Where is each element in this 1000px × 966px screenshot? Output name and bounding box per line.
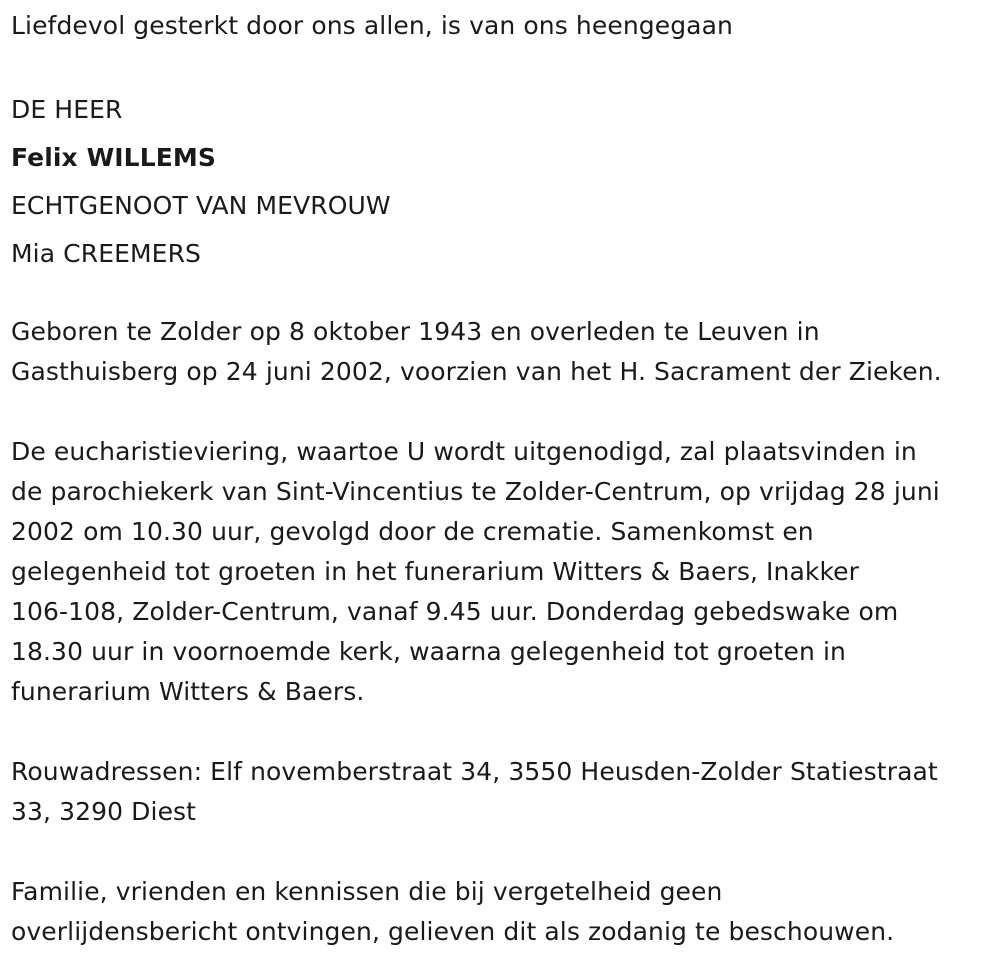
paragraph-line: 2002 om 10.30 uur, gevolgd door de crematie. Samenkomst en [11,517,814,546]
paragraph-line: gelegenheid tot groeten in het funerarium Witters & Baers, Inakker [11,557,860,586]
paragraph-line: 18.30 uur in voornoemde kerk, waarna gelegenheid tot groeten in [11,637,846,666]
intro-text: Liefdevol gesterkt door ons allen, is van ons heengegaan [11,11,733,40]
closing-paragraph [11,872,991,952]
death-notice [11,0,991,952]
birth-death-paragraph [11,312,991,392]
paragraph-line: funerarium Witters & Baers. [11,677,365,706]
honorific: DE HEER [11,95,123,124]
paragraph-line: De eucharistieviering, waartoe U wordt uitgenodigd, zal plaatsvinden in [11,437,917,466]
spouse-name: Mia CREEMERS [11,239,202,268]
paragraph-line: 33, 3290 Diest [11,797,197,826]
paragraph-line: overlijdensbericht ontvingen, gelieven dit als zodanig te beschouwen. [11,917,895,946]
paragraph-line: Rouwadressen: Elf novemberstraat 34, 3550 Heusden-Zolder Statiestraat [11,757,938,786]
deceased-block [11,86,991,278]
spouse-label: ECHTGENOOT VAN MEVROUW [11,191,391,220]
paragraph-line: Familie, vrienden en kennissen die bij vergetelheid geen [11,877,723,906]
paragraph-line: Geboren te Zolder op 8 oktober 1943 en overleden te Leuven in [11,317,820,346]
paragraph-line: de parochiekerk van Sint-Vincentius te Zolder-Centrum, op vrijdag 28 juni [11,477,940,506]
addresses-paragraph [11,752,991,832]
paragraph-line: 106-108, Zolder-Centrum, vanaf 9.45 uur. Donderdag gebedswake om [11,597,899,626]
deceased-name: Felix WILLEMS [11,143,216,172]
paragraph-line: Gasthuisberg op 24 juni 2002, voorzien van het H. Sacrament der Zieken. [11,357,942,386]
ceremony-paragraph [11,432,991,712]
